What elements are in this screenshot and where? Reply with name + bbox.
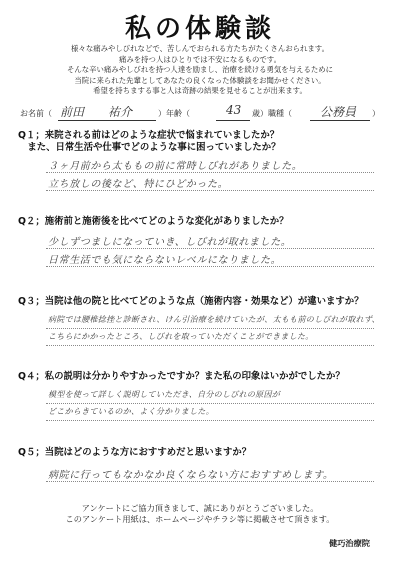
name-value: 前田 祐介 xyxy=(60,105,133,119)
clinic-name: 健巧治療院 xyxy=(329,538,370,548)
question-number: Q４ xyxy=(18,371,36,382)
question-text: ；私の説明は分かりやすかったですか？また私の印象はいかがでしたか？ xyxy=(35,371,345,382)
question-text: ；施術前と施術後を比べてどのような変化がありましたか？ xyxy=(35,216,289,227)
question-2 xyxy=(18,216,289,228)
intro-line: 当院に来られた先輩としてあなたの良くなった体験談をお聞かせください。 xyxy=(74,75,326,85)
question-number: Q２ xyxy=(18,216,36,227)
answer-line: ３ヶ月前から太ももの前に常時しびれがありました。 xyxy=(48,161,303,172)
question-text: ；当院はどのような方におすすめだと思いますか？ xyxy=(35,447,252,458)
answer-line: どこからきているのか、よく分かりました。 xyxy=(48,407,214,416)
answer-line: 立ち放しの後など、特にひどかった。 xyxy=(48,179,229,190)
closing-notice xyxy=(0,503,400,525)
answer-line: 病院では腰椎捻挫と診断され、けん引治療を続けていたが、太もも前のしびれが取れず、 xyxy=(48,315,380,324)
job-underline xyxy=(310,120,370,121)
answer-rule xyxy=(46,481,374,482)
question-5 xyxy=(18,447,251,459)
intro-line: 様々な痛みやしびれなどで、苦しんでおられる方たちがたくさんおられます。 xyxy=(71,44,329,53)
answer-line: 少しずつましになっていき、しびれが取れました。 xyxy=(48,237,292,248)
age-value: 43 xyxy=(226,103,242,117)
answer-line: 模型を使って詳しく説明していただき、自分のしびれの原因が xyxy=(48,390,281,399)
answer-line: 日常生活でも気にならないレベルになりました。 xyxy=(48,255,282,266)
job-value: 公務員 xyxy=(320,105,357,119)
question-number: Q５ xyxy=(18,447,36,458)
intro-line: そんな辛い痛みやしびれを持つ人達を励まし、治療を続ける勇気を与えるために xyxy=(66,65,334,75)
answer-rule xyxy=(46,248,374,249)
question-number: Q１ xyxy=(18,130,36,141)
age-label: ）年齢（ xyxy=(158,109,190,118)
intro-line: 希望を持ちまする事と人は奇跡の結果を見せることが出来ます。 xyxy=(93,86,307,96)
answer-line: 病院に行ってもなかなか良くならない方におすすめします。 xyxy=(48,470,334,481)
profile-close: ） xyxy=(372,109,380,118)
question-text: ；来院される前はどのような症状で悩まれていましたか？ xyxy=(35,130,280,141)
question-number: Q３ xyxy=(18,296,36,307)
answer-rule xyxy=(46,345,374,346)
age-underline xyxy=(216,120,250,121)
answer-rule xyxy=(46,403,374,404)
name-underline xyxy=(58,120,156,121)
answer-rule xyxy=(46,190,374,191)
question-text: ；当院は他の院と比べてどのような点（施術内容・効果など）が違いますか？ xyxy=(35,296,364,307)
answer-rule xyxy=(46,266,374,267)
question-4 xyxy=(18,371,345,383)
page-title: 私の体験談 xyxy=(124,14,275,44)
answer-rule xyxy=(46,420,374,421)
question-1 xyxy=(18,130,281,154)
question-text: また、日常生活や仕事でどのような事に困っていましたか？ xyxy=(18,142,281,153)
intro-line: 痛みを持つ人はひとりでは不安になるものです。 xyxy=(118,54,281,64)
answer-line: こちらにかかったところ、しびれを取っていただくことができました。 xyxy=(48,332,314,341)
job-label: 歳）職種（ xyxy=(252,109,292,118)
question-3 xyxy=(18,296,364,308)
answer-rule xyxy=(46,328,374,329)
notice-line: このアンケート用紙は、ホームページやチラシ等に掲載させて頂きます。 xyxy=(65,514,335,524)
answer-rule xyxy=(46,172,374,173)
name-label: お名前（ xyxy=(20,109,52,118)
intro-text xyxy=(14,44,386,97)
notice-line: アンケートにご協力頂きまして、誠にありがとうございました。 xyxy=(81,503,319,513)
profile-row xyxy=(20,104,380,124)
